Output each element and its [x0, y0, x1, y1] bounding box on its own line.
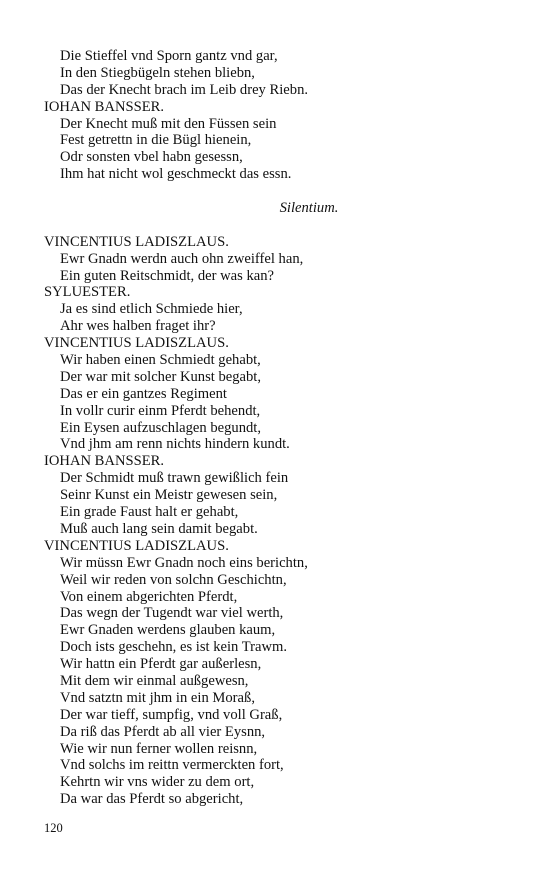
verse-line: Der Schmidt muß trawn gewißlich fein	[60, 470, 289, 487]
speaker-name: VINCENTIUS LADISZLAUS.	[44, 233, 229, 250]
verse-line: Odr sonsten vbel habn gesessn,	[60, 149, 243, 166]
verse-line: Von einem abgerichten Pferdt,	[60, 588, 238, 605]
blank-line	[44, 183, 514, 200]
verse-line: Ja es sind etlich Schmiede hier,	[60, 301, 243, 318]
verse-line: In vollr curir einm Pferdt behendt,	[60, 402, 261, 419]
verse-line: Seinr Kunst ein Meistr gewesen sein,	[60, 487, 278, 504]
verse-line: Wir haben einen Schmiedt gehabt,	[60, 352, 261, 369]
speaker-name: SYLUESTER.	[44, 284, 131, 301]
verse-line: Wir hattn ein Pferdt gar außerlesn,	[60, 656, 262, 673]
speaker-name: VINCENTIUS LADISZLAUS.	[44, 537, 229, 554]
verse-text-block	[44, 48, 514, 808]
verse-line: Da riß das Pferdt ab all vier Eysnn,	[60, 723, 266, 740]
verse-line: Wir müssn Ewr Gnadn noch eins berichtn,	[60, 554, 308, 571]
verse-line: Das wegn der Tugendt war viel werth,	[60, 605, 284, 622]
verse-line: Ewr Gnaden werdens glauben kaum,	[60, 622, 276, 639]
verse-line: Weil wir reden von solchn Geschichtn,	[60, 571, 287, 588]
verse-line: Vnd jhm am renn nichts hindern kundt.	[60, 436, 290, 453]
verse-line: Die Stieffel vnd Sporn gantz vnd gar,	[60, 48, 278, 64]
verse-line: Muß auch lang sein damit begabt.	[60, 520, 258, 537]
page-number: 120	[44, 821, 63, 835]
speaker-name: IOHAN BANSSER.	[44, 453, 165, 470]
verse-line: In den Stiegbügeln stehen bliebn,	[60, 64, 255, 81]
verse-line: Ein Eysen aufzuschlagen begundt,	[60, 419, 262, 436]
verse-line: Da war das Pferdt so abgericht,	[60, 791, 244, 808]
verse-line: Mit dem wir einmal außgewesn,	[60, 672, 249, 689]
verse-line: Wie wir nun ferner wollen reisnn,	[60, 740, 258, 757]
verse-line: Das der Knecht brach im Leib drey Riebn.	[60, 81, 309, 98]
verse-line: Doch ists geschehn, es ist kein Trawm.	[60, 639, 288, 656]
verse-line: Der war tieff, sumpfig, vnd voll Graß,	[60, 706, 283, 723]
verse-line: Vnd solchs im reittn vermerckten fort,	[60, 757, 284, 774]
verse-line: Fest getrettn in die Bügl hienein,	[60, 132, 252, 149]
blank-line	[44, 217, 514, 234]
stage-direction: Silentium.	[279, 200, 339, 217]
verse-line: Vnd satztn mit jhm in ein Moraß,	[60, 689, 255, 706]
speaker-name: IOHAN BANSSER.	[44, 98, 165, 115]
verse-line: Ahr wes halben fraget ihr?	[60, 318, 216, 335]
verse-line: Kehrtn wir vns wider zu dem ort,	[60, 774, 255, 791]
speaker-name: VINCENTIUS LADISZLAUS.	[44, 335, 229, 352]
verse-line: Ewr Gnadn werdn auch ohn zweiffel han,	[60, 250, 304, 267]
verse-line: Ein guten Reitschmidt, der was kan?	[60, 267, 274, 284]
verse-line: Ein grade Faust halt er gehabt,	[60, 504, 239, 521]
verse-line: Der war mit solcher Kunst begabt,	[60, 368, 262, 385]
verse-line: Der Knecht muß mit den Füssen sein	[60, 115, 277, 132]
verse-line: Ihm hat nicht wol geschmeckt das essn.	[60, 166, 292, 183]
verse-line: Das er ein gantzes Regiment	[60, 385, 227, 402]
